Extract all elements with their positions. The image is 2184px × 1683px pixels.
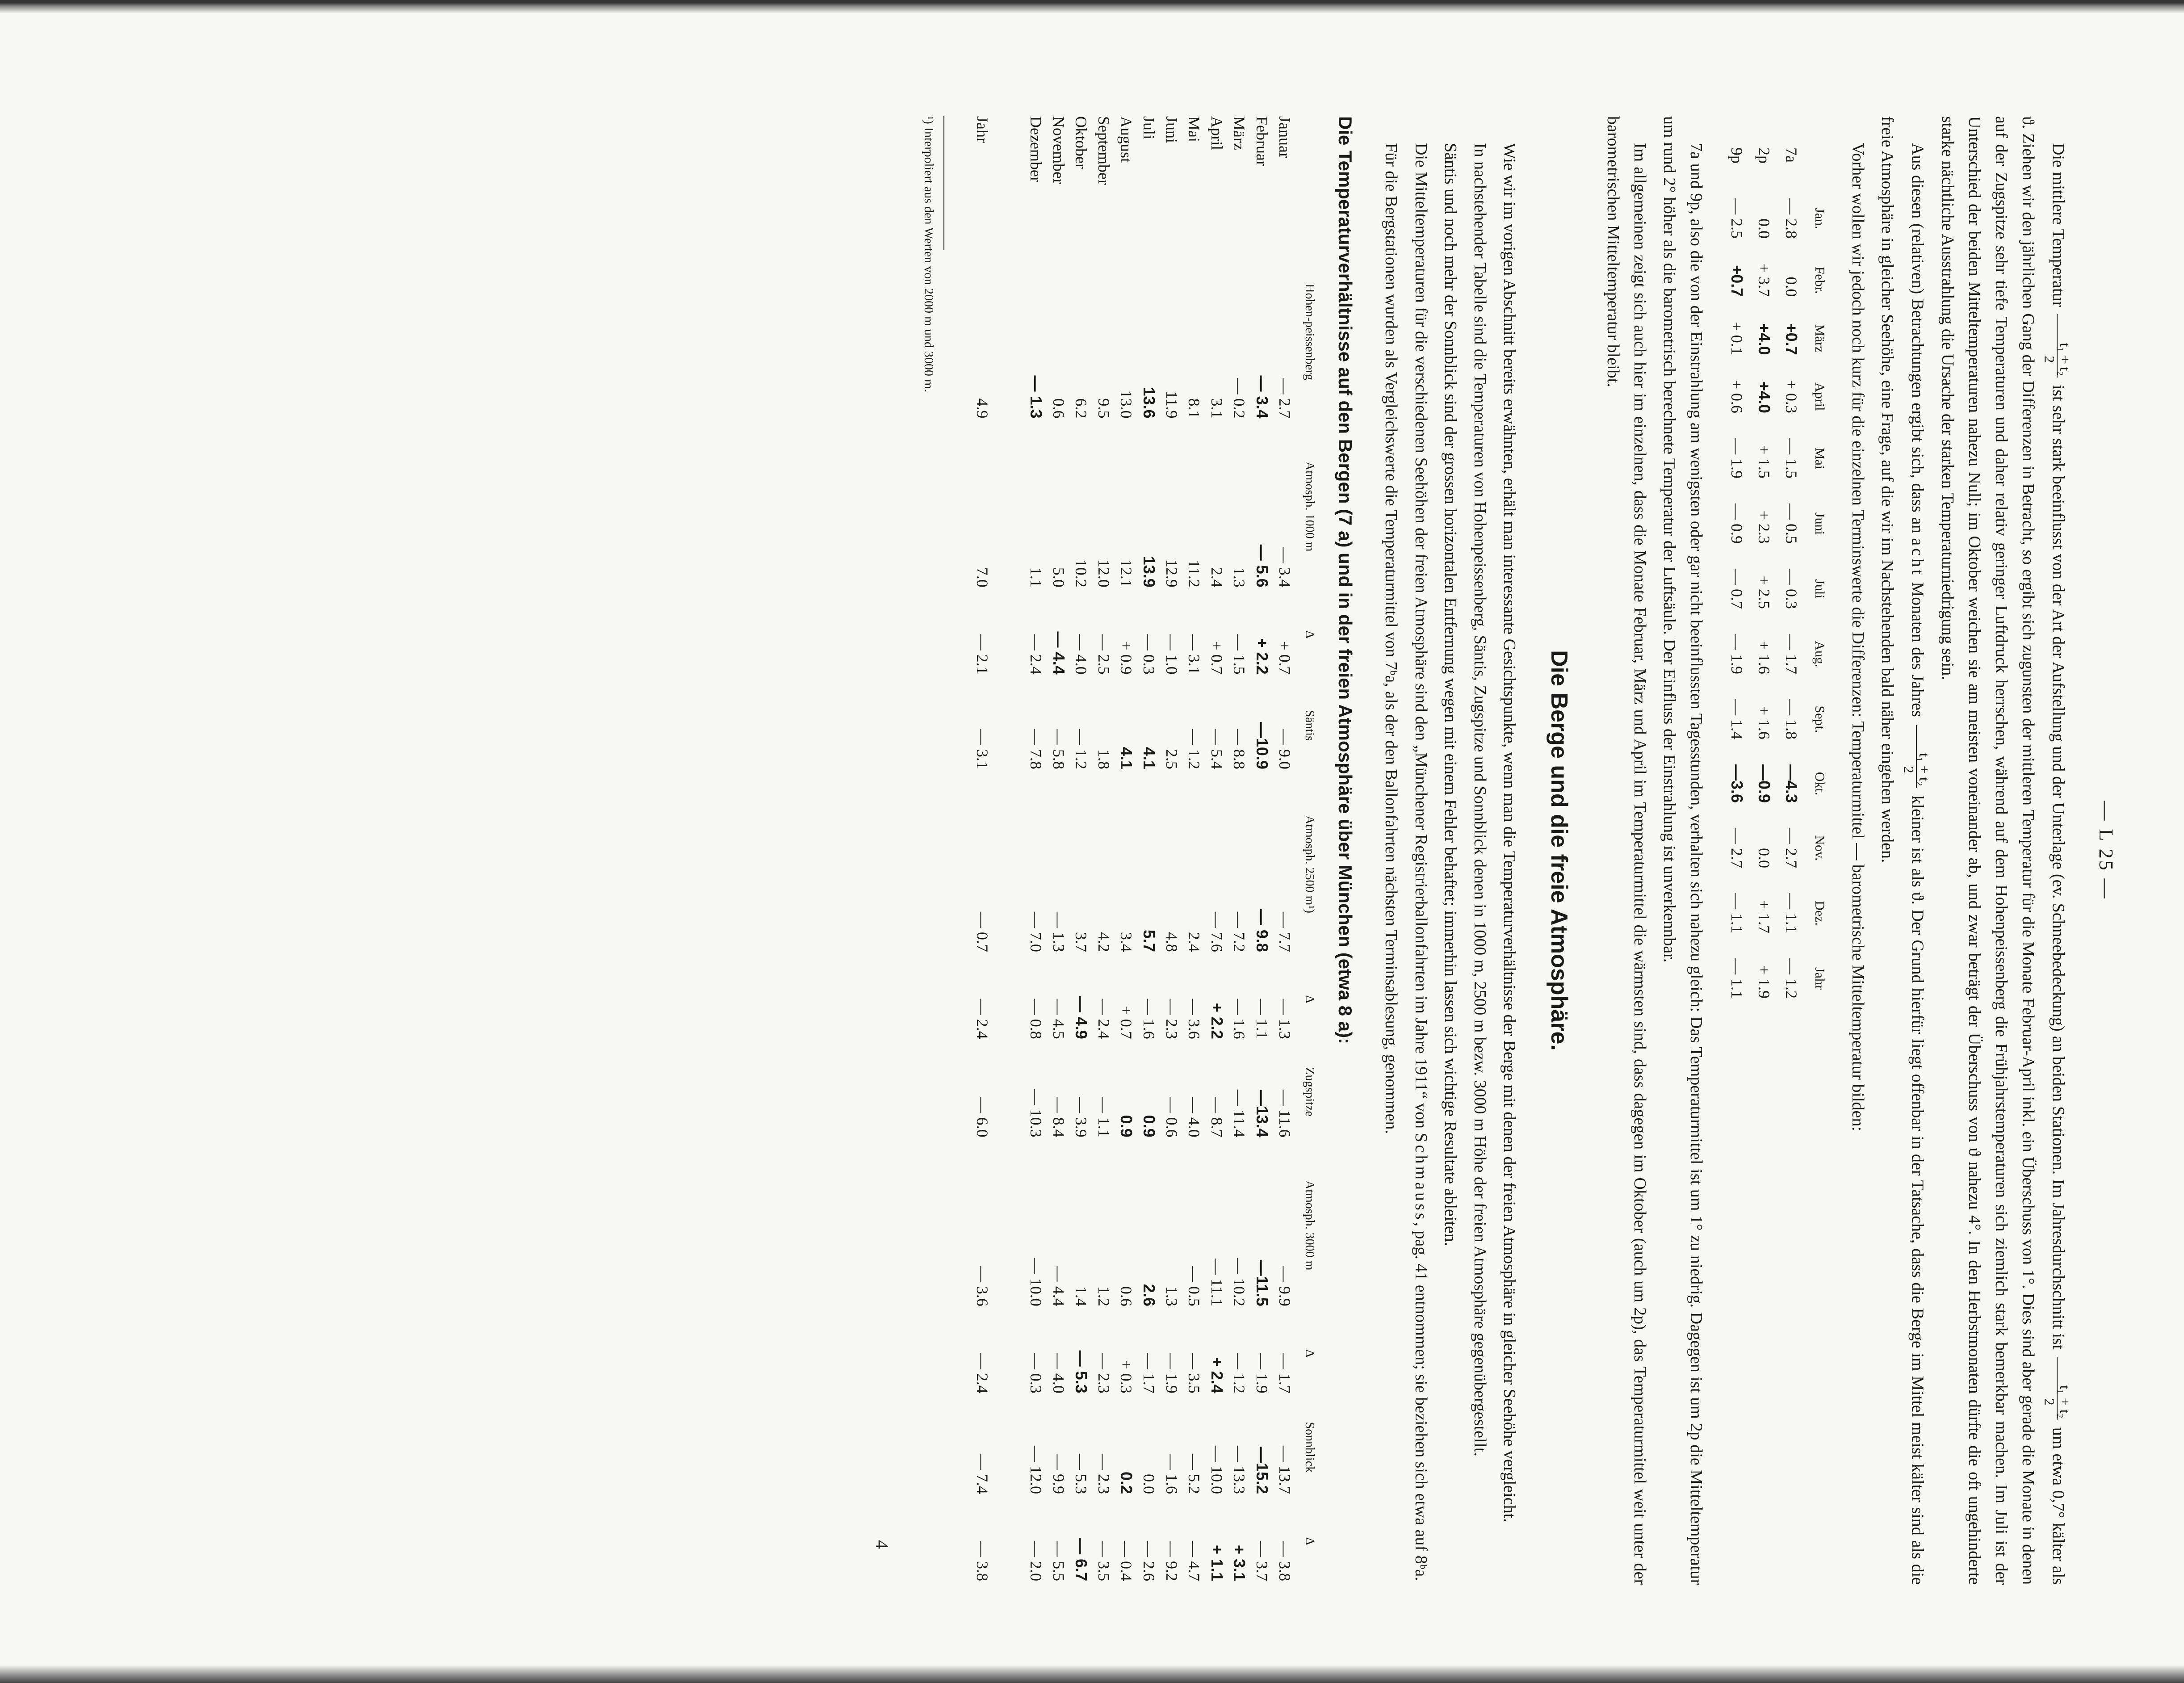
paragraph-1-part-b: ist sehr stark beeinflusst von der Art der Aufstellung und der Unterlage (ev. Schneebedeckung) an beiden Stationen. Im Jahresdurchschnitt ist (2049, 385, 2068, 1350)
month-label: Oktober (1072, 116, 1090, 169)
paragraph-4: 7a und 9p, also die von der Einstrahlung am wenigsten oder gar nicht beeinflussten Tagesstunden, verhalten sich nahezu gleich: Das Temperaturmittel ist um 1° zu niedrig. Dagegen ist um 2p die Mitteltemperatur um rund 2° höher als die barometrisch berechnete Temperatur der Luftsäule. Der Einfluss der Einstrahlung ist unverkennbar. (1660, 116, 1706, 1585)
temperature-cell: — 2.7 (1275, 378, 1294, 419)
temperature-cell: — 5.8 (1049, 729, 1068, 769)
temperature-cell: — 2.5 (1094, 634, 1113, 675)
temperature-cell: 0.0 (1140, 1474, 1158, 1494)
diff-cell: — 1.7 (1782, 634, 1800, 674)
temperature-table-header-row (1296, 116, 1317, 1585)
year-cell: — 2.1 (973, 634, 992, 675)
main-header-cell: Hohen-peissenberg (1303, 284, 1317, 380)
table-title: Die Temperaturverhältnisse auf den Bergen (7 a) und in der freien Atmosphäre über München (etwa 8 a): (1335, 116, 1356, 1045)
diff-cell: + 3.7 (1755, 264, 1773, 297)
diff-cell: — 0.5 (1782, 503, 1800, 544)
temperature-cell: 13.6 (1140, 387, 1158, 419)
temperature-cell: — 2.6 (1140, 1541, 1158, 1581)
table-row (1228, 116, 1251, 1585)
diff-cell: — 2.5 (1727, 198, 1746, 239)
diff-header-cell: Aug. (1812, 641, 1827, 667)
temperature-cell: + 2.2 (1253, 638, 1271, 675)
paragraph-2 (1874, 116, 1932, 1585)
diff-cell: — 0.7 (1727, 568, 1746, 609)
temperature-cell: 2.4 (1207, 567, 1226, 588)
diff-cell: +0.7 (1782, 323, 1801, 355)
diff-cell: + 2.5 (1755, 575, 1773, 609)
temperature-cell: — 1.1 (1253, 999, 1271, 1039)
paragraph-6: Wie wir im vorigen Abschnitt bereits erwähnten, erhält man interessante Gesichtspunkte, wenn man die Temperaturverhältnisse der Berge mit denen der freien Atmosphäre in gleicher Seehöhe vergleicht. (1500, 143, 1519, 1523)
temperature-cell: —11.5 (1253, 1259, 1271, 1306)
page-header: — L 25 — (2095, 801, 2117, 900)
month-label: November (1049, 116, 1068, 184)
diff-cell: — 1.1 (1727, 893, 1746, 933)
temperature-cell: —13.4 (1253, 1090, 1271, 1137)
temperature-cell: — 1.2 (1185, 729, 1203, 769)
temperature-cell: — 0.2 (1230, 378, 1249, 419)
temperature-cell: + 0.7 (1207, 641, 1226, 675)
paragraph-3: Vorher wollen wir jedoch noch kurz für die einzelnen Terminswerte die Differenzen: Temperaturmittel — barometrische Mitteltemperatur bilden: (1848, 143, 1867, 1131)
temperature-cell: — 1.7 (1275, 1353, 1294, 1393)
month-label: Dezember (1027, 116, 1045, 182)
diff-cell: + 0.6 (1727, 380, 1746, 413)
diff-cell: + 1.7 (1755, 900, 1773, 933)
temperature-cell: — 4.0 (1049, 1353, 1068, 1393)
diff-cell: +4.0 (1755, 381, 1773, 413)
diff-header-cell: Sept. (1812, 705, 1827, 733)
diff-cell: — 1.9 (1727, 634, 1746, 674)
temperature-cell: — 2.3 (1162, 999, 1181, 1039)
temperature-cell: + 0.7 (1117, 1006, 1136, 1039)
year-cell: — 0.7 (973, 911, 992, 952)
table-row (1070, 116, 1093, 1585)
temperature-cell: — 1.3 (1049, 911, 1068, 952)
fraction-numerator: t₁ + t₂ (2057, 314, 2073, 378)
diff-cell: — 2.7 (1782, 827, 1800, 868)
temperature-cell: — 1.3 (1275, 999, 1294, 1039)
paragraph-9-author: Schmauss (1411, 1133, 1430, 1222)
diff-cell: — 1.5 (1782, 438, 1800, 478)
diff-cell: 0.0 (1755, 218, 1773, 239)
paragraph-1-part-a: Die mittlere Temperatur (2049, 143, 2068, 307)
temperature-cell: 0.9 (1117, 1115, 1136, 1137)
sheet-number: 4 (872, 1540, 892, 1549)
main-header-cell: Δ (1303, 1349, 1317, 1358)
diff-cell: —3.6 (1727, 764, 1746, 803)
table-row (1183, 116, 1206, 1585)
temperature-cell: — 1.6 (1162, 1454, 1181, 1494)
temperature-cell: — 2.4 (1094, 999, 1113, 1039)
main-header-cell: Atmosph. 3000 m (1303, 1180, 1317, 1271)
main-header-cell: Atmosph. 2500 m¹) (1303, 815, 1317, 913)
year-label: Jahr (973, 116, 992, 143)
year-cell: — 2.4 (973, 1353, 992, 1393)
temperature-cell: 5.7 (1140, 929, 1158, 952)
diff-cell: + 1.5 (1755, 445, 1773, 478)
main-header-cell: Δ (1303, 1537, 1317, 1545)
temperature-table (971, 116, 1317, 1585)
year-cell: — 2.4 (973, 999, 992, 1039)
temperature-cell: — 3.6 (1185, 999, 1203, 1039)
temperature-cell: — 0.3 (1140, 634, 1158, 675)
temperature-cell: — 1.0 (1162, 634, 1181, 675)
temperature-cell: — 10.2 (1230, 1258, 1249, 1306)
difference-table-row-2p (1750, 147, 1777, 1011)
diff-header-cell: Febr. (1812, 266, 1827, 294)
table-row (1160, 116, 1183, 1585)
temperature-cell: — 8.7 (1207, 1097, 1226, 1137)
temperature-cell: 0.9 (1140, 1115, 1158, 1137)
temperature-cell: — 7.8 (1027, 729, 1045, 769)
temperature-cell: — 4.9 (1072, 996, 1091, 1039)
diff-row-label: 7a (1782, 147, 1800, 163)
temperature-cell: — 1.6 (1140, 999, 1158, 1039)
diff-header-cell: Jan. (1812, 208, 1827, 229)
temperature-cell: 9.5 (1094, 398, 1113, 419)
diff-cell: — 2.7 (1727, 827, 1746, 868)
temperature-cell: — 3.1 (1185, 634, 1203, 675)
fraction-denominator: 2 (2041, 1398, 2058, 1406)
temperature-cell: 3.1 (1207, 398, 1226, 419)
diff-header-cell: Juni (1812, 512, 1827, 535)
temperature-cell: — 8.8 (1230, 729, 1249, 769)
table-row (1205, 116, 1228, 1585)
temperature-cell: — 2.0 (1027, 1541, 1045, 1581)
diff-cell: + 0.1 (1727, 322, 1746, 355)
temperature-cell: —10.9 (1253, 722, 1271, 769)
temperature-cell: 1.8 (1094, 749, 1113, 769)
paragraph-2-spaced-word: acht (1908, 538, 1927, 577)
year-cell: — 6.0 (973, 1097, 992, 1137)
temperature-cell: — 0.6 (1162, 1097, 1181, 1137)
month-label: Juni (1162, 116, 1181, 143)
paragraph-9-part-b: , pag. 41 entnommen; sie beziehen sich etwa auf 8ᵇa. (1411, 1222, 1430, 1581)
temperature-cell: 12.1 (1117, 559, 1136, 588)
temperature-cell: — 4.4 (1049, 1266, 1068, 1306)
temperature-cell: — 9.0 (1275, 729, 1294, 769)
temperature-cell: — 7.2 (1230, 911, 1249, 952)
temperature-cell: — 11.4 (1230, 1089, 1249, 1137)
temperature-cell: — 5.5 (1049, 1541, 1068, 1581)
temperature-cell: 2.6 (1140, 1284, 1158, 1306)
table-row (1137, 116, 1160, 1585)
temperature-cell: — 1.5 (1230, 634, 1249, 675)
temperature-cell: — 13.3 (1230, 1446, 1249, 1494)
temperature-cell: 2.4 (1185, 932, 1203, 952)
diff-header-cell (1805, 147, 1831, 186)
footnote: ¹) Interpoliert aus den Werten von 2000 m und 3000 m. (921, 116, 935, 392)
diff-cell: +0.7 (1727, 265, 1746, 297)
temperature-cell: — 2.3 (1094, 1353, 1113, 1393)
diff-cell: + 1.9 (1755, 965, 1773, 999)
paragraph-1 (1934, 116, 2072, 1585)
temperature-cell: — 4.5 (1049, 999, 1068, 1039)
main-header-cell: Sonnblick (1303, 1422, 1317, 1473)
paragraph-2-part-a: Aus diesen (relativen) Betrachtungen ergibt sich, dass an (1908, 143, 1927, 533)
diff-row-label: 9p (1727, 147, 1746, 164)
temperature-cell: — 1.2 (1072, 729, 1090, 769)
temperature-cell: — 4.0 (1072, 634, 1090, 675)
diff-header-cell: Mai (1812, 447, 1827, 470)
diff-cell: — 1.2 (1782, 958, 1800, 999)
temperature-cell: 3.4 (1117, 932, 1136, 952)
difference-table (1723, 147, 1831, 1011)
diff-cell: — 1.9 (1727, 438, 1746, 478)
temperature-cell: — 8.4 (1049, 1097, 1068, 1137)
temperature-cell: — 13.7 (1275, 1446, 1294, 1494)
diff-header-cell: Juli (1812, 579, 1827, 599)
paragraph-2-part-b: Monaten des Jahres (1908, 582, 1927, 717)
year-cell: 4.9 (973, 398, 992, 419)
temperature-cell: — 1.6 (1230, 999, 1249, 1039)
diff-cell: +4.0 (1755, 323, 1773, 355)
temperature-cell: 1.3 (1230, 567, 1249, 588)
paragraph-5: Im allgemeinen zeigt sich auch hier im einzelnen, dass die Monate Februar, März und April im Temperaturmittel die wärmsten sind, dass dagegen im Oktober (auch um 2p), das Temperaturmittel weit unter der barometrischen Mitteltemperatur bleibt. (1603, 116, 1649, 1585)
temperature-cell: — 3.5 (1185, 1353, 1203, 1393)
fraction-numerator: t₁ + t₂ (1916, 725, 1932, 788)
main-header-cell: Zugspitze (1303, 1067, 1317, 1116)
table-row (1047, 116, 1070, 1585)
diff-cell: 0.0 (1782, 277, 1800, 297)
temperature-cell: — 1.7 (1140, 1353, 1158, 1393)
temperature-cell: — 7.7 (1275, 911, 1294, 952)
year-cell: — 3.8 (973, 1541, 992, 1581)
temperature-cell: — 5.3 (1072, 1454, 1090, 1494)
main-header-cell: Δ (1303, 630, 1317, 639)
temperature-cell: — 4.7 (1185, 1541, 1203, 1581)
temperature-cell: + 0.3 (1117, 1360, 1136, 1393)
temperature-cell: 4.8 (1162, 932, 1181, 952)
diff-cell: — 1.4 (1727, 699, 1746, 739)
section-heading: Die Berge und die freie Atmosphäre. (1546, 650, 1572, 1051)
temperature-cell: 11.2 (1185, 560, 1203, 588)
temperature-cell: — 3.5 (1094, 1541, 1113, 1581)
diff-cell: — 1.1 (1782, 893, 1800, 933)
diff-cell: 0.0 (1755, 848, 1773, 868)
fraction-denominator: 2 (2041, 356, 2058, 363)
diff-header-cell: Dez. (1812, 901, 1827, 926)
temperature-cell: 4.2 (1094, 932, 1113, 952)
temperature-cell: — 12.0 (1027, 1446, 1045, 1494)
temperature-cell: — 5.4 (1207, 729, 1226, 769)
temperature-cell: — 5.3 (1072, 1350, 1091, 1393)
diff-header-cell: März (1812, 324, 1827, 353)
temperature-cell: — 3.9 (1072, 1097, 1090, 1137)
diff-cell: — 2.8 (1782, 198, 1800, 239)
temperature-cell: — 3.4 (1253, 375, 1271, 419)
temperature-cell: — 1.2 (1230, 1353, 1249, 1393)
temperature-cell: 12.9 (1162, 559, 1181, 588)
temperature-cell: — 10.0 (1207, 1446, 1226, 1494)
year-cell: — 3.1 (973, 729, 992, 769)
temperature-cell: 2.5 (1162, 749, 1181, 769)
diff-cell: — 1.1 (1727, 958, 1746, 999)
temperature-cell: + 0.7 (1275, 641, 1294, 675)
diff-cell: — 0.9 (1727, 503, 1746, 544)
difference-table-row-7a (1777, 147, 1805, 1011)
temperature-cell: — 7.0 (1027, 911, 1045, 952)
temperature-cell: 0.6 (1049, 398, 1068, 419)
temperature-cell: 0.2 (1117, 1471, 1136, 1494)
temperature-cell: + 1.1 (1207, 1544, 1226, 1581)
temperature-cell: 12.0 (1094, 559, 1113, 588)
temperature-cell: — 11.1 (1207, 1259, 1226, 1306)
temperature-cell: 1.1 (1027, 567, 1045, 588)
temperature-cell: 4.1 (1140, 747, 1158, 769)
month-label: April (1207, 116, 1226, 150)
temperature-cell: 1.4 (1072, 1286, 1090, 1306)
diff-cell: + 0.3 (1782, 380, 1800, 413)
temperature-cell: 3.7 (1072, 932, 1090, 952)
temperature-cell: — 0.8 (1027, 999, 1045, 1039)
temperature-cell: — 5.6 (1253, 544, 1271, 588)
year-row (971, 116, 1025, 1585)
temperature-cell: 10.2 (1072, 559, 1090, 588)
temperature-cell: — 10.3 (1027, 1089, 1045, 1137)
diff-cell: + 1.6 (1755, 706, 1773, 739)
year-cell: — 7.4 (973, 1454, 992, 1494)
temperature-cell: 13.9 (1140, 556, 1158, 588)
table-row (1273, 116, 1296, 1585)
temperature-cell: — 6.7 (1072, 1538, 1091, 1581)
temperature-cell: + 0.9 (1117, 641, 1136, 675)
main-header-cell (1296, 116, 1317, 242)
month-label: August (1117, 116, 1136, 163)
fraction-mean-temperature (2041, 314, 2072, 378)
temperature-cell: 1.2 (1094, 1286, 1113, 1306)
temperature-cell: — 7.6 (1207, 911, 1226, 952)
fraction-denominator: 2 (1900, 766, 1917, 773)
paragraph-10: Für die Bergstationen wurden als Vergleichswerte die Temperaturmittel von 7ᵇa, als der den Ballonfahrten nächsten Terminsablesung, genommen. (1382, 143, 1401, 1134)
temperature-cell: — 4.4 (1049, 631, 1068, 675)
month-label: Februar (1253, 116, 1271, 166)
temperature-cell: — 10.0 (1027, 1258, 1045, 1306)
diff-header-cell: Nov. (1812, 835, 1827, 861)
paragraph-7: In nachstehender Tabelle sind die Temperaturen von Hohenpeissenberg, Säntis, Zugspitze und Sonnblick denen in 1000 m, 2500 m bezw. 3000 m Höhe der freien Atmosphäre gegenübergestellt. (1470, 143, 1489, 1457)
table-row (1115, 116, 1138, 1585)
diff-header-cell: April (1812, 382, 1827, 411)
paragraph-1-part-c: um etwa 0,7° kälter als ϑ. Ziehen wir den jährlichen Gang der Differenzen in Betracht, so ergibt sich zugunsten der mittleren Temperatur für die Monate Februar-April inkl. ein Überschuss von 1°. Dies sind aber gerade die Monate in denen auf der Zugspitze sehr tiefe Temperaturen und daher relativ geringer Luftdruck herrschen, während auf dem Hohenpeissenberg die Frühjahrstemperaturen sich ziemlich stark bemerkbar machen. Im Juli ist der Unterschied der beiden Mitteltemperaturen nahezu Null; im Oktober weichen sie am meisten voneinander ab, und zwar beträgt der Überschuss von ϑ nahezu 4°. In den Herbstmonaten dürfte die oft ungehinderte starke nächtliche Ausstrahlung die Ursache der starken Temperaturniedrigung sein. (1938, 116, 2068, 1585)
temperature-cell: — 2.4 (1027, 634, 1045, 675)
year-cell: — 3.6 (973, 1266, 992, 1306)
temperature-cell: 11.9 (1162, 390, 1181, 419)
temperature-cell: — 9.8 (1253, 909, 1271, 952)
temperature-cell: — 1.1 (1094, 1097, 1113, 1137)
temperature-cell: — 9.9 (1049, 1454, 1068, 1494)
temperature-cell: 4.1 (1117, 747, 1136, 769)
month-label: Januar (1275, 116, 1294, 158)
table-row (1092, 116, 1115, 1585)
month-label: Juli (1140, 116, 1158, 140)
temperature-cell: — 1.3 (1027, 375, 1045, 419)
temperature-cell: 13.0 (1117, 390, 1136, 419)
temperature-cell: 5.0 (1049, 567, 1068, 588)
difference-table-header-row (1805, 147, 1831, 1011)
table-row (1250, 116, 1273, 1585)
paragraph-2-part-c: kleiner ist als ϑ. Der Grund hierfür liegt offenbar in der Tatsache, dass die Berge im Mittel meist kälter sind als die freie Atmosphäre in gleicher Seehöhe, eine Frage, auf die wir im Nachstehenden bald näher eingehen werden. (1878, 116, 1927, 1585)
diff-cell: —4.3 (1782, 764, 1801, 803)
diff-header-cell: Jahr (1812, 967, 1827, 990)
temperature-cell: — 2.3 (1094, 1454, 1113, 1494)
temperature-cell: + 2.4 (1207, 1357, 1226, 1393)
diff-row-label: 2p (1755, 147, 1773, 164)
fraction-mean-temperature (2041, 1357, 2072, 1420)
month-label: Mai (1185, 116, 1203, 142)
diff-cell: — 0.3 (1782, 568, 1800, 609)
temperature-cell: —15.2 (1253, 1446, 1271, 1494)
temperature-cell: 1.3 (1162, 1286, 1181, 1306)
temperature-cell: — 3.8 (1275, 1541, 1294, 1581)
temperature-cell: — 5.2 (1185, 1454, 1203, 1494)
temperature-cell: — 3.4 (1275, 547, 1294, 588)
paragraph-9-part-a: Die Mitteltemperaturen für die verschiedenen Seehöhen der freien Atmosphäre sind den „Münchener Registrierballonfahrten im Jahre 1911“ von (1411, 143, 1430, 1129)
main-header-cell: Δ (1303, 995, 1317, 1003)
temperature-cell: — 0.3 (1027, 1353, 1045, 1393)
month-label: September (1094, 116, 1113, 185)
temperature-cell: + 2.2 (1207, 1003, 1226, 1039)
diff-header-cell: Okt. (1812, 772, 1827, 796)
temperature-cell: — 11.6 (1275, 1089, 1294, 1137)
diff-cell: + 1.6 (1755, 641, 1773, 674)
temperature-cell: — 0.5 (1185, 1266, 1203, 1306)
footnote-rule (943, 116, 944, 250)
temperature-cell: — 1.9 (1253, 1353, 1271, 1393)
diff-cell: + 2.3 (1755, 510, 1773, 544)
month-label: März (1230, 116, 1249, 150)
fraction-mean-temperature (1901, 725, 1932, 788)
diff-cell: — 1.8 (1782, 699, 1800, 739)
temperature-cell: — 9.9 (1275, 1266, 1294, 1306)
fraction-numerator: t₁ + t₂ (2057, 1357, 2073, 1420)
temperature-table-body (971, 116, 1296, 1585)
temperature-cell: + 3.1 (1230, 1544, 1249, 1581)
temperature-cell: — 0.4 (1117, 1541, 1136, 1581)
year-cell: 7.0 (973, 567, 992, 588)
temperature-cell: — 9.2 (1162, 1541, 1181, 1581)
temperature-cell: — 4.0 (1185, 1097, 1203, 1137)
temperature-cell: 8.1 (1185, 398, 1203, 419)
diff-cell: —0.9 (1755, 764, 1773, 803)
paragraph-8: Säntis und noch mehr der Sonnblick sind der grossen horizontalen Entfernung wegen mit einem Fehler behaftet; immerhin lassen sich wichtige Resultate ableiten. (1441, 143, 1460, 1247)
main-header-cell: Säntis (1303, 710, 1317, 741)
paragraph-9 (1408, 116, 1434, 1585)
temperature-cell: 6.2 (1072, 398, 1090, 419)
temperature-cell: — 3.7 (1253, 1541, 1271, 1581)
difference-table-row-9p (1723, 147, 1750, 1011)
main-header-cell: Atmosph. 1000 m (1303, 461, 1317, 552)
temperature-cell: 0.6 (1117, 1286, 1136, 1306)
temperature-cell: — 1.9 (1162, 1353, 1181, 1393)
table-row (1024, 116, 1047, 1585)
